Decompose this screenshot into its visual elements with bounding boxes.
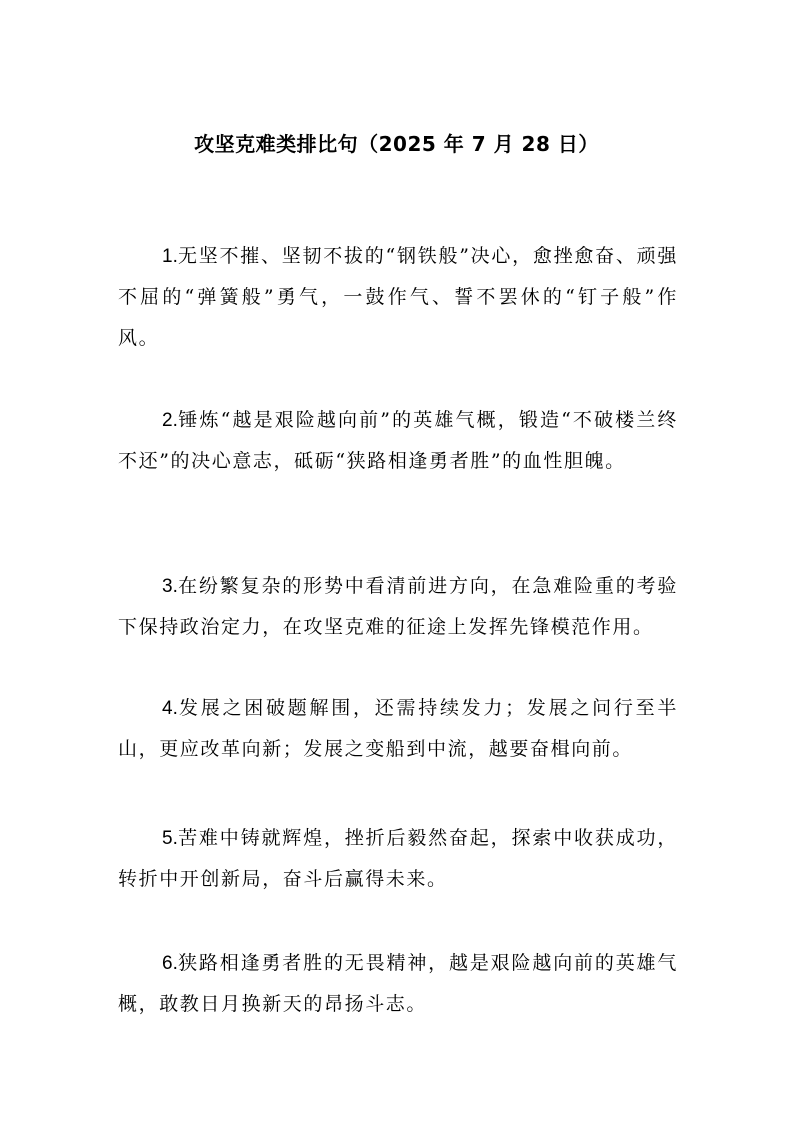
paragraph-number: 3. (162, 576, 178, 597)
paragraph-4 (118, 688, 678, 770)
paragraph-text: 在纷繁复杂的形势中看清前进方向，在急难险重的考验下保持政治定力，在攻坚克难的征途上发挥先锋模范作用。 (118, 575, 678, 638)
paragraph-number: 6. (162, 953, 178, 974)
paragraph-text: 无坚不摧、坚韧不拔的“钢铁般”决心，愈挫愈奋、顽强不屈的“弹簧般”勇气，一鼓作气、誓不罢休的“钉子般”作风。 (118, 245, 678, 349)
paragraph-1 (118, 236, 678, 359)
paragraph-3 (118, 566, 678, 648)
paragraph-text: 发展之困破题解围，还需持续发力；发展之问行至半山，更应改革向新；发展之变船到中流，越要奋楫向前。 (118, 697, 678, 760)
paragraph-number: 2. (162, 410, 178, 431)
paragraph-number: 1. (162, 246, 178, 267)
page-title: 攻坚克难类排比句（2025 年 7 月 28 日） (194, 132, 599, 156)
paragraph-2 (118, 400, 678, 482)
paragraph-text: 苦难中铸就辉煌，挫折后毅然奋起，探索中收获成功，转折中开创新局，奋斗后赢得未来。 (118, 827, 678, 890)
paragraph-5 (118, 818, 678, 900)
paragraph-number: 4. (162, 698, 178, 719)
paragraph-number: 5. (162, 828, 178, 849)
paragraph-text: 狭路相逢勇者胜的无畏精神，越是艰险越向前的英雄气概，敢教日月换新天的昂扬斗志。 (118, 952, 678, 1015)
paragraph-text: 锤炼“越是艰险越向前”的英雄气概，锻造“不破楼兰终不还”的决心意志，砥砺“狭路相逢勇者胜”的血性胆魄。 (118, 409, 678, 472)
paragraph-6 (118, 943, 678, 1025)
